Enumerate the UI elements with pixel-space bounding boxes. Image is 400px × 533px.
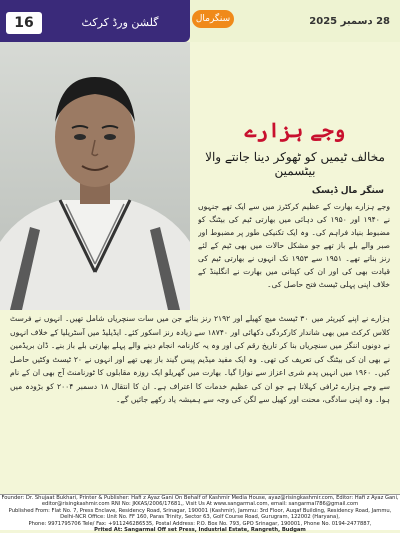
sangarmal-logo: سنگرمال xyxy=(192,10,234,28)
article-body-main: ہزارے نے اپنے کیریئر میں ۳۰ ٹیسٹ میچ کھیلے اور ۲۱۹۲ رنز بنائے جن میں سات سنچریاں شامل تھیں۔ انہوں نے فرسٹ کلاس کرکٹ میں بھی شاندار کارکردگی دکھائی اور ۱۸۷۴۰ سے زیادہ رنز اسکور کئے۔ ایڈیلیڈ میں آسٹریلیا کے خلاف انہوں نے دونوں اننگز میں سنچریاں بنا کر تاریخ رقم کی اور وہ یہ کارنامہ انجام دینے والے پہلے بھارتی بلے باز بنے۔ ڈان بریڈمین نے بھی ان کی بیٹنگ کی تعریف کی تھی۔ وہ ایک مفید میڈیم پیس گیند باز بھی تھے اور انہوں نے ۲۰ ٹیسٹ وکٹیں حاصل کیں۔ ۱۹۶۰ میں انہیں پدم شری اعزاز سے نوازا گیا۔ بھارت میں گھریلو ایک روزہ مقابلوں کا ٹورنامنٹ آج بھی ان کے نام سے وجے ہزارے ٹرافی کہلاتا ہے جو ان کی عظیم خدمات کا اعتراف ہے۔ ان کا انتقال ۱۸ دسمبر ۲۰۰۴ کو بڑودہ میں ہوا۔ وہ اپنی سادگی، محنت اور کھیل سے لگن کی وجہ سے ہمیشہ یاد رکھے جائیں گے۔ xyxy=(10,314,390,404)
footer-line-4: Delhi-NCR Office: Unit No. FF 160, Paras Trinity, Sector 63, Golf Course Road, Gurugram, 122002 (Haryana), xyxy=(60,514,340,521)
page-number: 16 xyxy=(6,12,42,34)
footer-line-2: editor@risingkashmir.com RNI No: JKKAS/2006/17681,, Visit Us At www.sangarmal.com, email: sangarmal786@gmail.com xyxy=(41,501,359,508)
footer-line-6: Prited At: Sangarmal Off set Press, Industrial Estate, Rangreth, Budgam xyxy=(94,527,306,533)
section-header xyxy=(0,0,190,42)
player-photo xyxy=(0,42,190,310)
imprint-footer xyxy=(0,494,400,533)
headline-block xyxy=(195,118,395,178)
footer-line-1: Founder: Dr. Shujaat Bukhari, Printer & Publisher: Hafi z Ayaz Gani On Behalf of Kashmir Media House, ayaz@risingkashmir.com, Editor: Hafi z Ayaz Gani, xyxy=(1,495,399,501)
footer-line-5: Phone: 9971795706 Tele/ Fax: +911246286535, Postal Address: P.O. Box No. 793, GPO Srinagar, 190001, Phone No. 0194-2477887, xyxy=(28,520,372,527)
article-title: وجے ہزارے xyxy=(244,118,346,142)
article-byline: سنگر مال ڈیسک xyxy=(311,186,384,196)
section-title: گلشن ورڈ کرکٹ xyxy=(81,16,159,29)
footer-line-3: Published From: Flat No. 7, Press Enclave, Residency Road, Srinagar, 190001 (Kashmir), Jammu: 3rd Floor, Auqaf Building, Residency Road, Jammu, xyxy=(8,507,392,514)
article-body-column: وجے ہزارے بھارت کے عظیم کرکٹرز میں سے ایک تھے جنہوں نے ۱۹۴۰ اور ۱۹۵۰ کی دہائی میں بھارتی ٹیم کی بیٹنگ کو مضبوط بنیاد فراہم کی۔ وہ ایک تکنیکی طور پر مضبوط اور صبر والے بلے باز تھے جو مشکل حالات میں بھی ٹیم کے لئے رنز بناتے تھے۔ ۱۹۵۱ سے ۱۹۵۳ تک انہوں نے بھارتی ٹیم کی قیادت بھی کی اور ان کی کپتانی میں بھارت نے انگلینڈ کے خلاف اپنی پہلی ٹیسٹ فتح حاصل کی۔ xyxy=(198,202,390,289)
issue-date: 28 دسمبر 2025 xyxy=(309,16,390,27)
portrait-illustration xyxy=(0,42,190,310)
article-subtitle: مخالف ٹیمیں کو ٹھوکر دینا جانتے والا بیٹسمین xyxy=(205,150,385,178)
